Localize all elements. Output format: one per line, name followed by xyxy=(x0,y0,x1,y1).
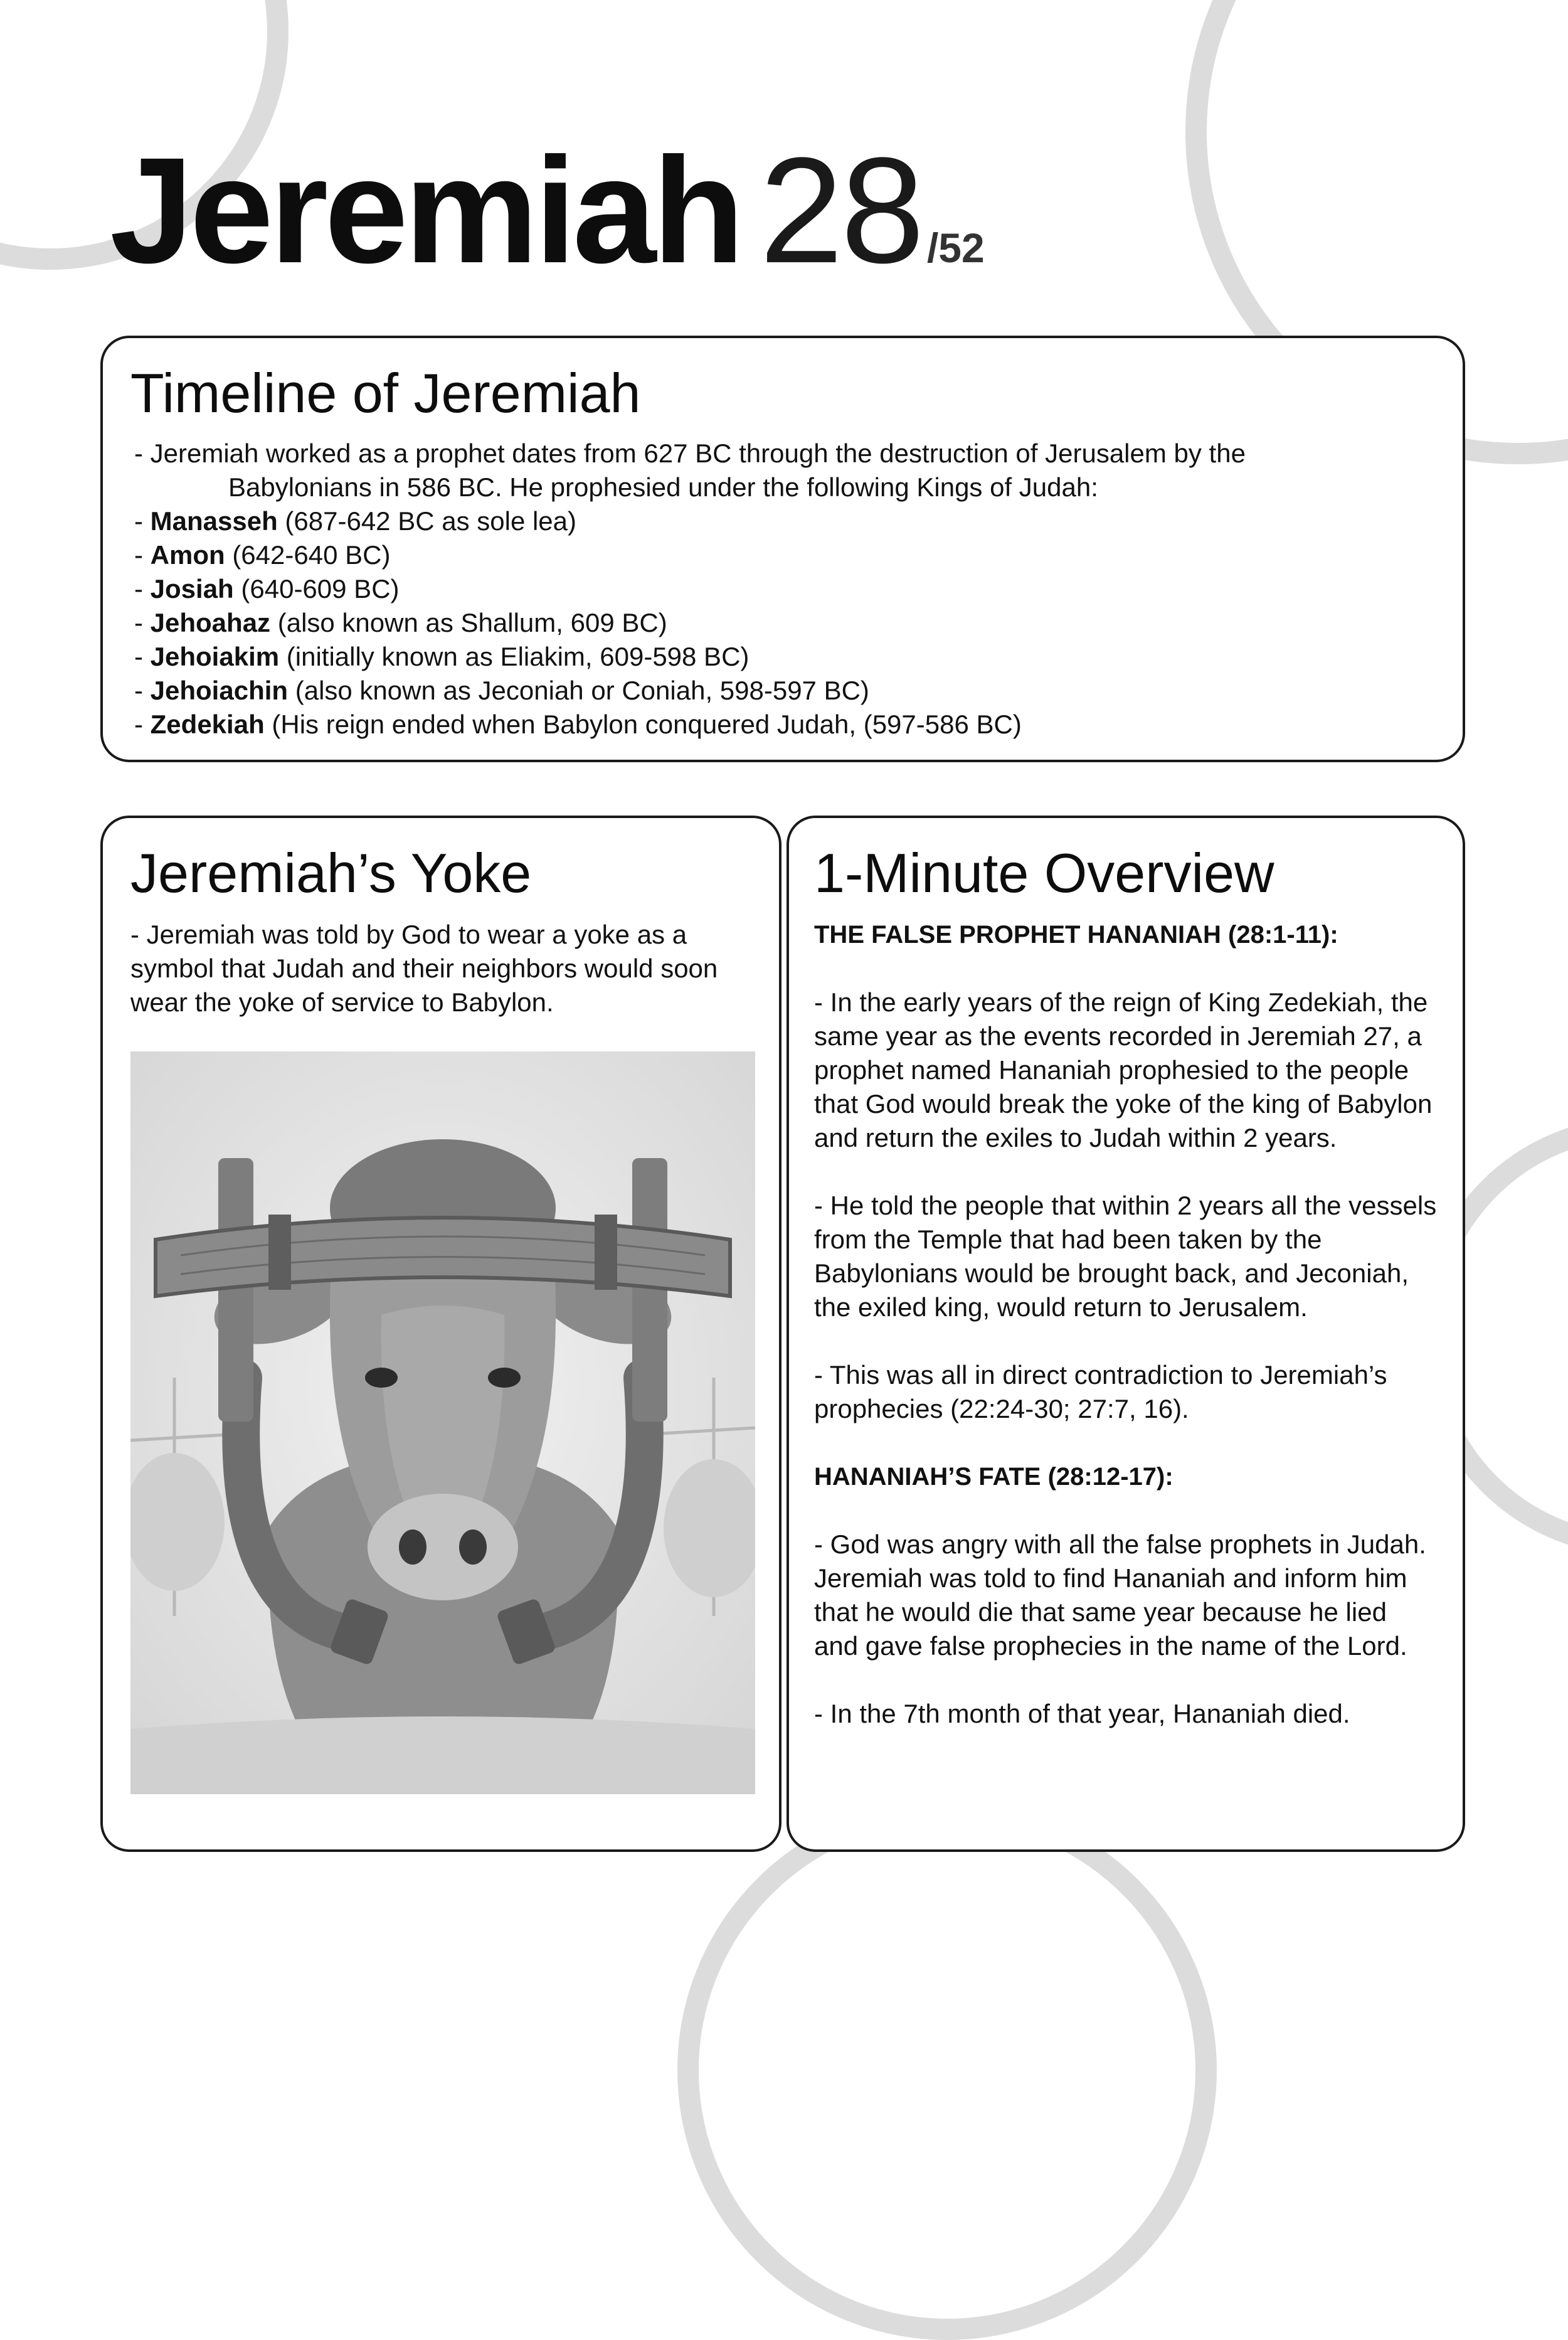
king-prefix: - xyxy=(134,709,151,739)
king-prefix: - xyxy=(134,675,151,705)
overview-paragraph: - He told the people that within 2 years all the vessels from the Temple that had been taken by the Babylonians would be brought back, and Jeconiah, the exiled king, would return to Jerusalem. xyxy=(814,1190,1437,1322)
king-name: Manasseh xyxy=(150,506,278,536)
yoke-description: - Jeremiah was told by God to wear a yoke as a symbol that Judah and their neighbors would soon wear the yoke of service to Babylon. xyxy=(130,919,718,1017)
overview-panel xyxy=(787,816,1465,1852)
page-title xyxy=(110,126,985,294)
overview-title: 1-Minute Overview xyxy=(814,842,1274,904)
king-prefix: - xyxy=(134,573,151,604)
king-item xyxy=(134,674,1435,708)
overview-body xyxy=(814,918,1438,1731)
king-detail: (642-640 BC) xyxy=(225,540,391,570)
king-detail: (also known as Shallum, 609 BC) xyxy=(270,607,667,637)
ox-yoke-icon xyxy=(130,1051,755,1794)
king-item xyxy=(134,640,1435,674)
king-name: Jehoahaz xyxy=(150,607,271,637)
king-detail: (initially known as Eliakim, 609-598 BC) xyxy=(279,641,750,671)
spacer xyxy=(814,1494,1438,1528)
king-detail: (His reign ended when Babylon conquered Judah, (597-586 BC) xyxy=(264,709,1022,739)
timeline-title: Timeline of Jeremiah xyxy=(130,362,641,424)
king-item xyxy=(134,504,1435,538)
king-item xyxy=(134,538,1435,572)
book-name: Jeremiah xyxy=(110,126,741,294)
overview-section-heading: THE FALSE PROPHET HANANIAH (28:1-11): xyxy=(814,920,1338,949)
king-detail: (also known as Jeconiah or Coniah, 598-597 BC) xyxy=(288,675,869,705)
overview-paragraph: - This was all in direct contradiction to Jeremiah’s prophecies (22:24-30; 27:7, 16). xyxy=(814,1359,1387,1423)
king-prefix: - xyxy=(134,641,151,671)
yoke-panel xyxy=(100,816,781,1852)
king-name: Jehoiachin xyxy=(150,675,289,705)
king-prefix: - xyxy=(134,540,151,570)
king-name: Amon xyxy=(150,540,225,570)
overview-section-heading: HANANIAH’S FATE (28:12-17): xyxy=(814,1462,1173,1491)
yoke-title: Jeremiah’s Yoke xyxy=(130,842,532,904)
king-name: Josiah xyxy=(150,573,234,604)
king-name: Jehoiakim xyxy=(150,641,280,671)
ox-with-wooden-yoke-illustration xyxy=(130,1051,755,1794)
timeline-panel xyxy=(100,336,1465,762)
chapter-total: /52 xyxy=(926,225,985,271)
timeline-list xyxy=(130,437,1435,742)
timeline-intro xyxy=(134,437,1435,504)
king-prefix: - xyxy=(134,506,151,536)
spacer xyxy=(814,952,1438,986)
king-item xyxy=(134,606,1435,640)
king-detail: (687-642 BC as sole lea) xyxy=(277,506,577,536)
king-item xyxy=(134,708,1435,742)
timeline-intro-line-2: Babylonians in 586 BC. He prophesied under the following Kings of Judah: xyxy=(228,472,1098,502)
king-detail: (640-609 BC) xyxy=(233,573,400,604)
overview-paragraph: - In the early years of the reign of King Zedekiah, the same year as the events recorded in Jeremiah 27, a prophet named Hananiah prophesied to the people that God would break the yoke of the king of Babylon and return the exiles to Judah within 2 years. xyxy=(814,987,1433,1152)
king-prefix: - xyxy=(134,607,151,637)
king-item xyxy=(134,572,1435,606)
timeline-intro-line-1: - Jeremiah worked as a prophet dates from 627 BC through the destruction of Jerusalem by the xyxy=(134,438,1246,468)
overview-paragraph: - God was angry with all the false prophets in Judah. Jeremiah was told to find Hananiah and inform him that he would die that same year because he lied and gave false prophecies in the name of the Lord. xyxy=(814,1529,1426,1661)
chapter-number: 28 xyxy=(759,126,922,294)
decor-ring-bottom xyxy=(677,1800,1217,2340)
overview-paragraph: - In the 7th month of that year, Hananiah died. xyxy=(814,1698,1350,1728)
king-name: Zedekiah xyxy=(150,709,265,739)
